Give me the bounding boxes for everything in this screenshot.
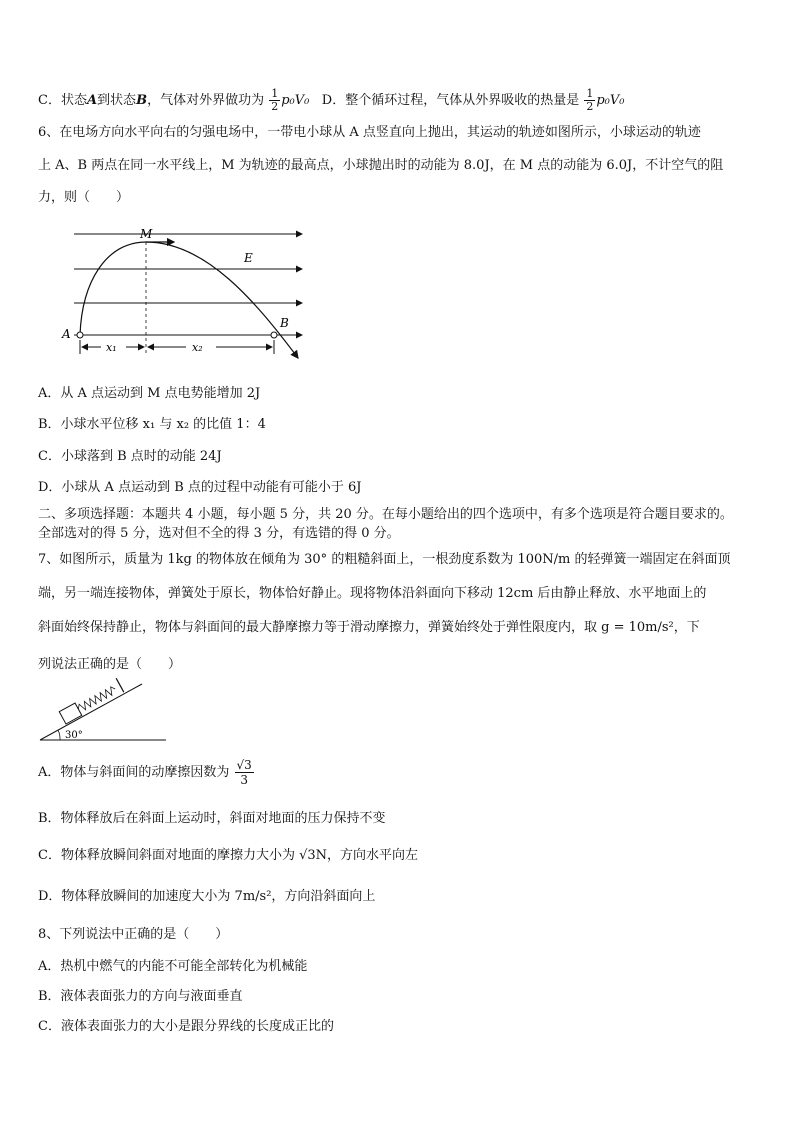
q8-option-c: C．液体表面张力的大小是跟分界线的长度成正比的 xyxy=(38,1019,334,1034)
q7-option-b: B．物体释放后在斜面上运动时，斜面对地面的压力保持不变 xyxy=(38,811,386,826)
label-B: B xyxy=(280,316,289,330)
q5-optC-text-3: ，气体对外界做功为 xyxy=(147,93,265,108)
q5-optC-text-1: C．状态 xyxy=(38,93,87,108)
q7-option-a xyxy=(38,758,255,787)
q7-stem-line-1: 7、如图所示，质量为 1kg 的物体放在倾角为 30° 的粗糙斜面上，一根劲度系数为 100N/m 的轻弹簧一端固定在斜面顶 xyxy=(38,552,731,567)
q6-stem-line-1: 6、在电场方向水平向右的匀强电场中，一带电小球从 A 点竖直向上抛出，其运动的轨迹如图所示，小球运动的轨迹 xyxy=(38,125,701,140)
q5-optC-expr: p₀V₀ xyxy=(281,93,310,108)
q8-stem: 8、下列说法中正确的是（ ） xyxy=(38,927,229,942)
wall xyxy=(116,678,124,692)
q5-optC-text-2: 到状态 xyxy=(97,93,137,108)
section2-line-2: 全部选对的得 5 分，选对但不全的得 3 分，有选错的得 0 分。 xyxy=(38,526,400,541)
label-A: A xyxy=(62,327,71,341)
angle-label: 30° xyxy=(65,730,83,741)
q5-optC-label-A: A xyxy=(86,93,98,108)
q5-optD-text: D．整个循环过程，气体从外界吸收的热量是 xyxy=(321,93,580,108)
point-B xyxy=(271,332,277,338)
q7-optA-fraction: $\frac{√3}{3}$ xyxy=(236,758,252,787)
q5-optC-fraction: $\frac{1}{2}$ xyxy=(271,87,279,113)
label-x2: x₂ xyxy=(192,341,203,354)
point-A xyxy=(77,332,83,338)
q5-option-c-d xyxy=(38,88,624,113)
q6-stem-line-3: 力，则（ ） xyxy=(38,190,130,205)
q7-stem-line-3: 斜面始终保持静止，物体与斜面间的最大静摩擦力等于滑动摩擦力，弹簧始终处于弹性限度内，取 g = 10m/s²，下 xyxy=(38,620,700,635)
q5-optC-label-B: B xyxy=(136,93,148,108)
q7-stem-line-4: 列说法正确的是（ ） xyxy=(38,657,182,672)
q6-option-a: A．从 A 点运动到 M 点电势能增加 2J xyxy=(38,386,261,401)
q7-optA-text: A．物体与斜面间的动摩擦因数为 xyxy=(38,765,230,780)
section2-line-1: 二、多项选择题：本题共 4 小题，每小题 5 分，共 20 分。在每小题给出的四个选项中，有多个选项是符合题目要求的。 xyxy=(38,507,733,522)
block xyxy=(59,703,82,724)
q6-option-c: C．小球落到 B 点时的动能 24J xyxy=(38,449,222,464)
q6-option-b: B．小球水平位移 x₁ 与 x₂ 的比值 1：4 xyxy=(38,417,266,432)
q7-option-c: C．物体释放瞬间斜面对地面的摩擦力大小为 √3N，方向水平向左 xyxy=(38,848,419,863)
q5-optD-expr: p₀V₀ xyxy=(596,93,625,108)
q7-incline-figure xyxy=(38,678,168,746)
q6-option-d: D．小球从 A 点运动到 B 点的过程中动能有可能小于 6J xyxy=(38,480,362,495)
angle-arc xyxy=(58,730,60,740)
q6-trajectory-figure xyxy=(56,222,316,367)
incline-line xyxy=(40,684,142,740)
q5-optD-fraction: $\frac{1}{2}$ xyxy=(586,87,594,113)
q8-option-a: A．热机中燃气的内能不可能全部转化为机械能 xyxy=(38,959,308,974)
label-M: M xyxy=(140,227,153,241)
q7-stem-line-2: 端，另一端连接物体，弹簧处于原长，物体恰好静止。现将物体沿斜面向下移动 12cm 后由静止释放、水平地面上的 xyxy=(38,586,707,601)
q7-option-d: D．物体释放瞬间的加速度大小为 7m/s²，方向沿斜面向上 xyxy=(38,889,376,904)
label-x1: x₁ xyxy=(106,341,117,354)
q6-stem-line-2: 上 A、B 两点在同一水平线上，M 为轨迹的最高点，小球抛出时的动能为 8.0J，在 M 点的动能为 6.0J，不计空气的阻 xyxy=(38,158,724,173)
label-E: E xyxy=(244,251,253,265)
q8-option-b: B．液体表面张力的方向与液面垂直 xyxy=(38,989,243,1004)
